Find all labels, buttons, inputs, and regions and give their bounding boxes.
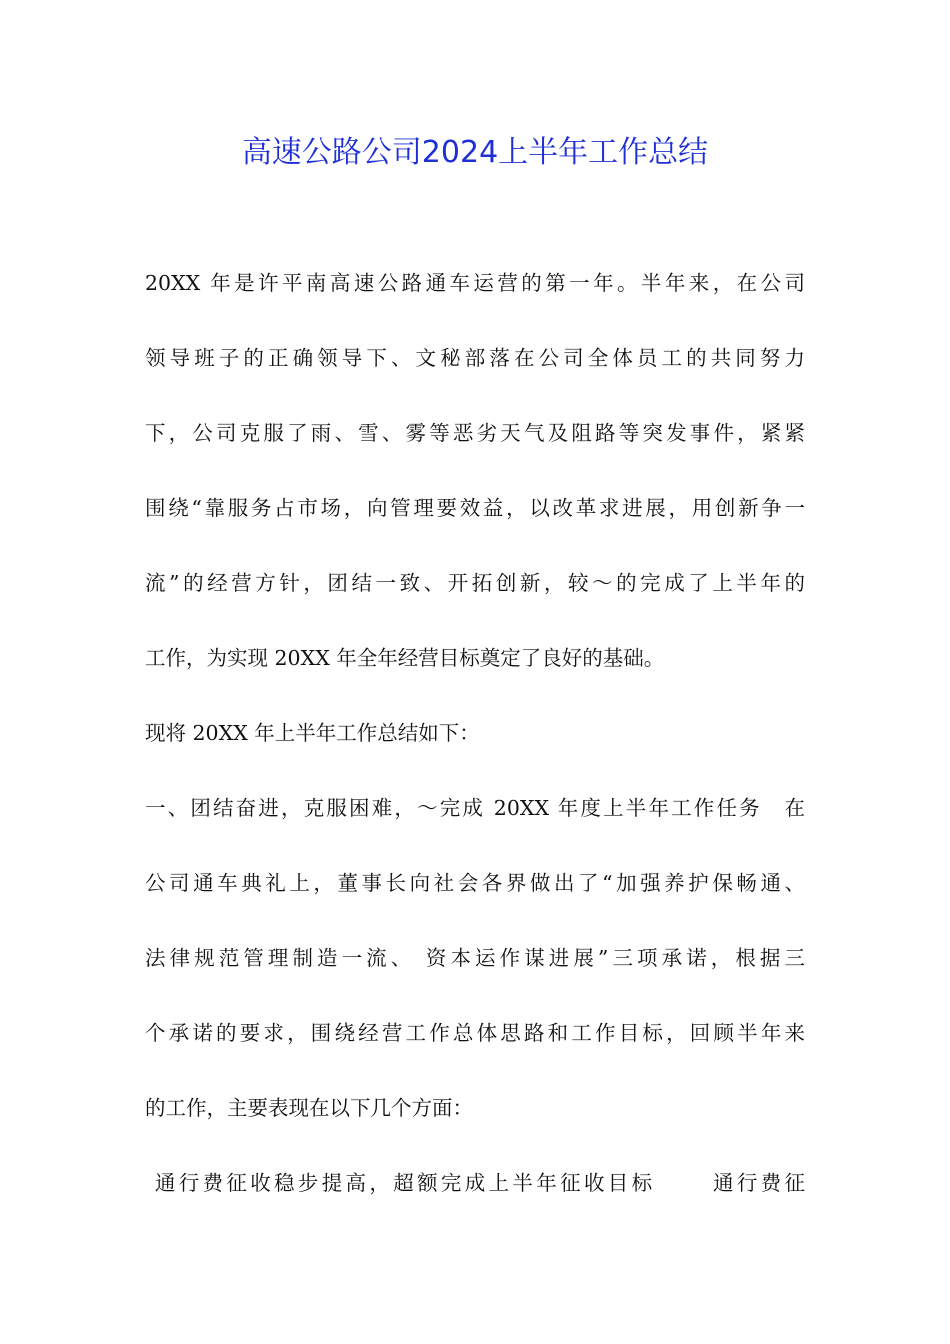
body-line-6: 工作，为实现 20XX 年全年经营目标奠定了良好的基础。 [145,646,665,670]
body-line-4: 围绕“靠服务占市场，向管理要效益，以改革求进展，用创新争一 [145,496,805,520]
body-line-1: 20XX 年是许平南高速公路通车运营的第一年。半年来，在公司 [145,271,805,295]
body-line-5: 流”的经营方针，团结一致、开拓创新，较～的完成了上半年的 [145,571,805,595]
body-line-11: 个承诺的要求，围绕经营工作总体思路和工作目标，回顾半年来 [145,1021,805,1045]
body-line-9: 公司通车典礼上，董事长向社会各界做出了“加强养护保畅通、 [145,871,805,895]
body-line-2: 领导班子的正确领导下、文秘部落在公司全体员工的共同努力 [145,346,805,370]
body-line-10: 法律规范管理制造一流、 资本运作谋进展”三项承诺，根据三 [145,946,805,970]
body-line-7: 现将 20XX 年上半年工作总结如下： [145,721,480,745]
document-title: 高速公路公司2024上半年工作总结 [241,135,709,170]
subsection-heading-1: 通行费征收稳步提高，超额完成上半年征收目标 通行费征 [145,1171,805,1195]
body-line-3: 下，公司克服了雨、雪、雾等恶劣天气及阻路等突发事件，紧紧 [145,421,805,445]
body-line-12: 的工作，主要表现在以下几个方面： [145,1096,473,1120]
section-heading-1: 一、团结奋进，克服困难，～完成 20XX 年度上半年工作任务 在 [145,796,805,820]
